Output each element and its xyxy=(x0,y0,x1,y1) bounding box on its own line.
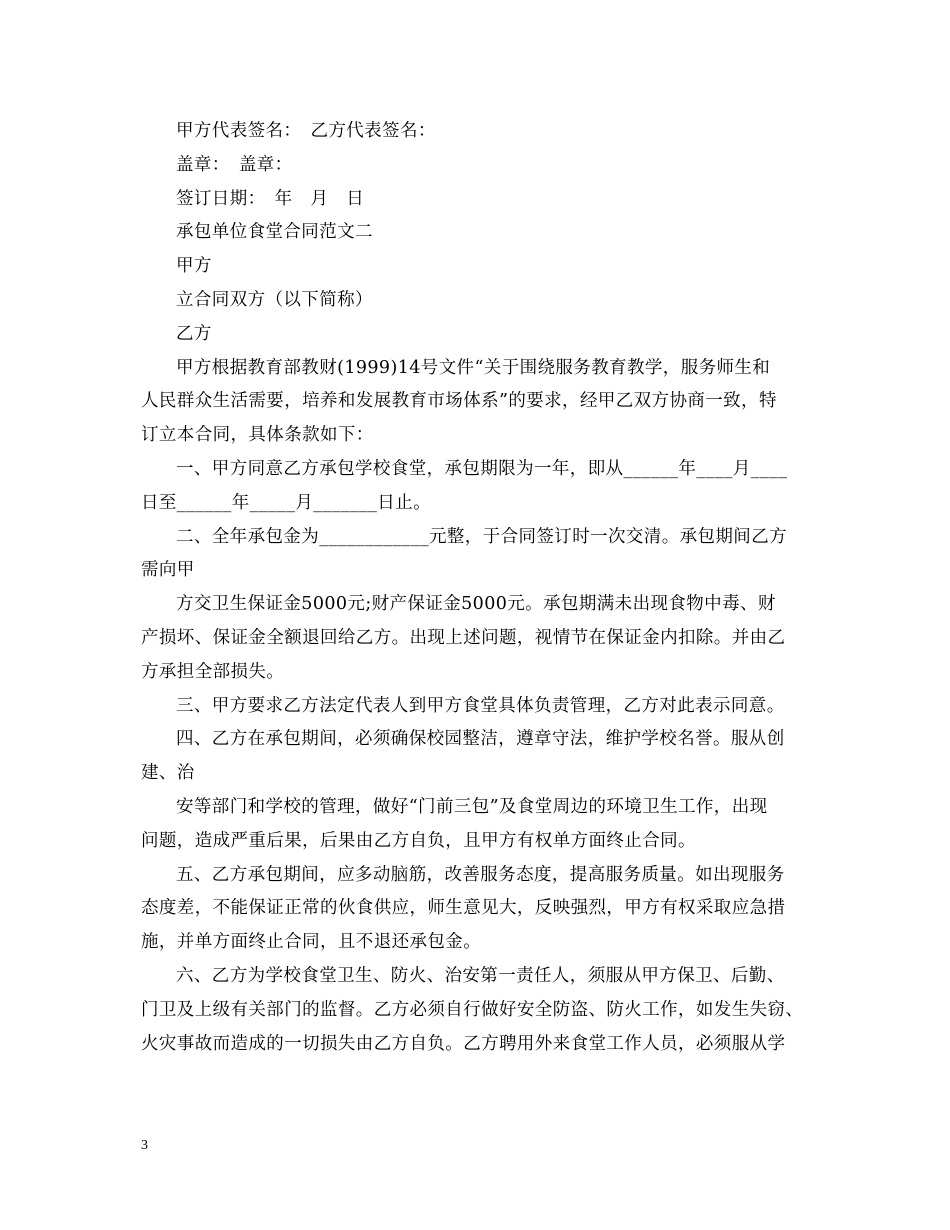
text-line: 人民群众生活需要，培养和发展教育市场体系”的要求，经甲乙双方协商一致，特 xyxy=(141,391,777,412)
clause-line: 产损坏、保证金全额退回给乙方。出现上述问题，视情节在保证金内扣除。并由乙 xyxy=(141,627,786,648)
clause-line: 五、乙方承包期间，应多动脑筋，改善服务态度，提高服务质量。如出现服务 xyxy=(176,864,785,885)
clause-line: 施，并单方面终止合同，且不退还承包金。 xyxy=(141,932,482,953)
clause-line: 四、乙方在承包期间，必须确保校园整洁，遵章守法，维护学校名誉。服从创 xyxy=(176,729,785,750)
text-line: 订立本合同，具体条款如下： xyxy=(141,425,374,446)
text-line: 立合同双方（以下简称） xyxy=(176,289,373,310)
clause-line: 三、甲方要求乙方法定代表人到甲方食堂具体负责管理，乙方对此表示同意。 xyxy=(176,695,785,716)
clause-line: 门卫及上级有关部门的监督。乙方必须自行做好安全防盗、防火工作，如发生失窃、 xyxy=(141,999,804,1020)
clause-line: 需向甲 xyxy=(141,560,195,581)
text-line: 甲方根据教育部教财(1999)14号文件“关于围绕服务教育教学，服务师生和 xyxy=(176,357,771,378)
clause-line: 安等部门和学校的管理，做好“门前三包”及食堂周边的环境卫生工作，出现 xyxy=(176,796,768,817)
clause-line: 建、治 xyxy=(141,763,195,784)
clause-line: 态度差，不能保证正常的伙食供应，师生意见大，反映强烈，甲方有权采取应急措 xyxy=(141,898,786,919)
clause-line: 火灾事故而造成的一切损失由乙方自负。乙方聘用外来食堂工作人员，必须服从学 xyxy=(141,1033,786,1054)
text-line: 乙方 xyxy=(176,323,212,344)
clause-line: 六、乙方为学校食堂卫生、防火、治安第一责任人，须服从甲方保卫、后勤、 xyxy=(176,965,785,986)
document-body xyxy=(141,115,813,1061)
text-line: 甲方代表签名： 乙方代表签名： xyxy=(176,121,436,141)
section-heading: 承包单位食堂合同范文二 xyxy=(176,222,373,243)
page-number: 3 xyxy=(141,1138,148,1153)
clause-line: 方交卫生保证金5000元;财产保证金5000元。承包期满未出现食物中毒、财 xyxy=(176,594,776,615)
text-line: 签订日期： 年 月 日 xyxy=(176,188,365,209)
clause-line: 问题，造成严重后果，后果由乙方自负，且甲方有权单方面终止合同。 xyxy=(141,830,696,851)
text-line: 盖章： 盖章： xyxy=(176,154,293,175)
clause-line: 二、全年承包金为____________元整，于合同签订时一次交清。承包期间乙方 xyxy=(176,526,787,547)
text-line: 甲方 xyxy=(176,256,212,277)
clause-line: 一、甲方同意乙方承包学校食堂，承包期限为一年，即从______年____月____ xyxy=(176,458,788,479)
clause-line: 日至______年_____月_______日止。 xyxy=(141,492,431,513)
clause-line: 方承担全部损失。 xyxy=(141,661,285,682)
